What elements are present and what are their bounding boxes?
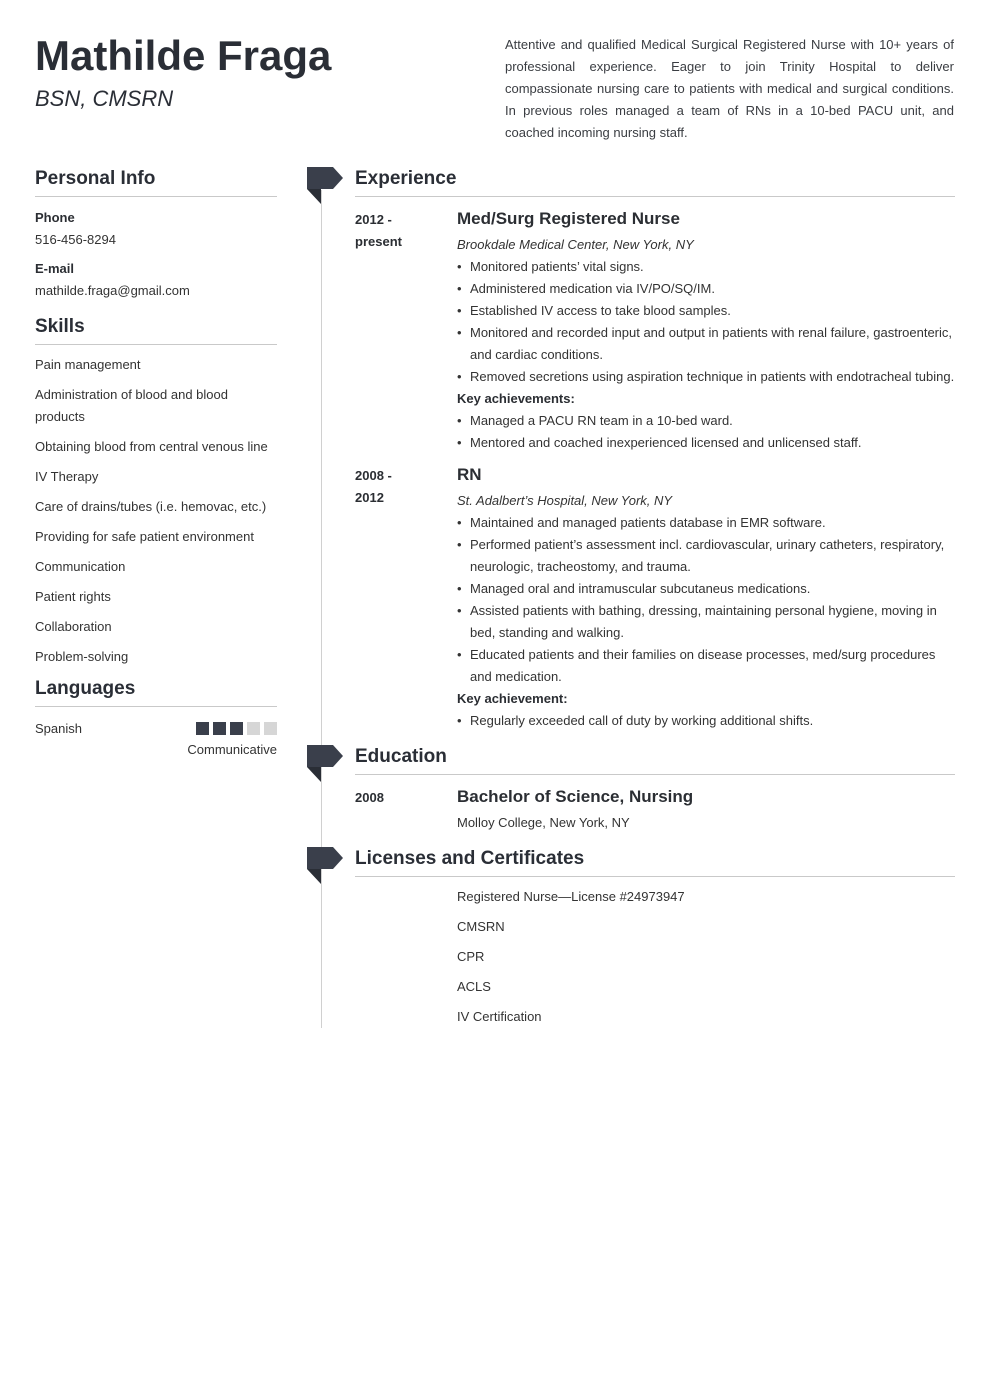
list-item: • Monitored and recorded input and output in patients with renal failure, gastroenteric, and cardiac conditions. — [457, 322, 955, 366]
skills-heading: Skills — [35, 315, 277, 345]
skill-item: Providing for safe patient environment — [35, 529, 254, 544]
email-value: mathilde.fraga@gmail.com — [35, 283, 190, 298]
job-achievements — [457, 710, 955, 732]
licenses-list — [457, 886, 955, 1036]
education-heading: Education — [355, 745, 955, 775]
skill-item: Collaboration — [35, 619, 112, 634]
skill-item: Pain management — [35, 357, 141, 372]
left-column — [35, 167, 277, 758]
job-date — [355, 209, 445, 253]
list-item: • Established IV access to take blood samples. — [457, 300, 955, 322]
list-item: Registered Nurse—License #24973947 — [457, 889, 685, 904]
education-body — [457, 787, 955, 834]
school-name: Molloy College, New York, NY — [457, 815, 630, 830]
email-label: E-mail — [35, 261, 75, 276]
phone-value: 516-456-8294 — [35, 232, 116, 247]
job-body — [457, 465, 955, 732]
achievements-label: Key achievements: — [457, 391, 575, 406]
skill-item: Communication — [35, 559, 126, 574]
list-item: • Mentored and coached inexperienced licensed and unlicensed staff. — [457, 432, 955, 454]
skill-item: Obtaining blood from central venous line — [35, 439, 268, 454]
job-duties — [457, 512, 955, 688]
licenses-body — [457, 886, 955, 1036]
job-date-end: present — [355, 234, 402, 249]
list-item: • Assisted patients with bathing, dressing, maintaining personal hygiene, moving in bed, standing and walking. — [457, 600, 955, 644]
section-marker-icon — [307, 745, 343, 782]
list-item: • Administered medication via IV/PO/SQ/IM. — [457, 278, 955, 300]
job-achievements — [457, 410, 955, 454]
job-date-end: 2012 — [355, 490, 384, 505]
section-marker-icon — [307, 847, 343, 884]
education-date: 2008 — [355, 790, 384, 805]
job-duties — [457, 256, 955, 388]
job-date — [355, 465, 445, 509]
list-item: • Monitored patients’ vital signs. — [457, 256, 955, 278]
rating-square-empty — [264, 722, 277, 735]
skills-list — [35, 354, 277, 676]
timeline-line — [321, 190, 322, 1028]
section-marker-icon — [307, 167, 343, 204]
job-org: Brookdale Medical Center, New York, NY — [457, 237, 694, 252]
list-item: IV Certification — [457, 1009, 542, 1024]
skill-item: Care of drains/tubes (i.e. hemovac, etc.) — [35, 499, 267, 514]
job-org: St. Adalbert’s Hospital, New York, NY — [457, 493, 673, 508]
rating-square-empty — [247, 722, 260, 735]
language-row — [35, 720, 277, 737]
list-item: ACLS — [457, 979, 491, 994]
summary-text: Attentive and qualified Medical Surgical Registered Nurse with 10+ years of professional experience. Eager to join Trinity Hospital to deliver compassionate nursing care to patients with medical and surgical conditions. In previous roles managed a team of RNs in a 10-bed PACU unit, and coached incoming nursing staff. — [505, 37, 954, 140]
achievements-label: Key achievement: — [457, 691, 568, 706]
list-item: • Removed secretions using aspiration technique in patients with endotracheal tubing. — [457, 366, 955, 388]
rating-square-filled — [196, 722, 209, 735]
candidate-title: BSN, CMSRN — [35, 86, 174, 111]
job-body — [457, 209, 955, 454]
skill-item: Administration of blood and blood products — [35, 387, 228, 424]
job-title: RN — [457, 465, 482, 484]
rating-square-filled — [230, 722, 243, 735]
list-item: • Performed patient’s assessment incl. cardiovascular, urinary catheters, respiratory, neurologic, tracheostomy, and trauma. — [457, 534, 955, 578]
language-rating — [196, 722, 277, 735]
list-item: • Educated patients and their families on disease processes, med/surg procedures and medication. — [457, 644, 955, 688]
degree-title: Bachelor of Science, Nursing — [457, 787, 694, 806]
language-name: Spanish — [35, 721, 82, 736]
skill-item: IV Therapy — [35, 469, 99, 484]
licenses-heading: Licenses and Certificates — [355, 847, 955, 877]
language-level: Communicative — [187, 742, 277, 757]
list-item: CMSRN — [457, 919, 505, 934]
languages-heading: Languages — [35, 677, 277, 707]
job-date-start: 2012 - — [355, 212, 392, 227]
list-item: CPR — [457, 949, 485, 964]
personal-info-heading: Personal Info — [35, 167, 277, 197]
list-item: • Managed a PACU RN team in a 10-bed ward. — [457, 410, 955, 432]
job-date-start: 2008 - — [355, 468, 392, 483]
experience-heading: Experience — [355, 167, 955, 197]
skill-item: Problem-solving — [35, 649, 129, 664]
candidate-name: Mathilde Fraga — [35, 32, 332, 79]
list-item: • Regularly exceeded call of duty by working additional shifts. — [457, 710, 955, 732]
list-item: • Maintained and managed patients database in EMR software. — [457, 512, 955, 534]
skill-item: Patient rights — [35, 589, 111, 604]
job-title: Med/Surg Registered Nurse — [457, 209, 680, 228]
rating-square-filled — [213, 722, 226, 735]
list-item: • Managed oral and intramuscular subcutaneus medications. — [457, 578, 955, 600]
phone-label: Phone — [35, 210, 75, 225]
